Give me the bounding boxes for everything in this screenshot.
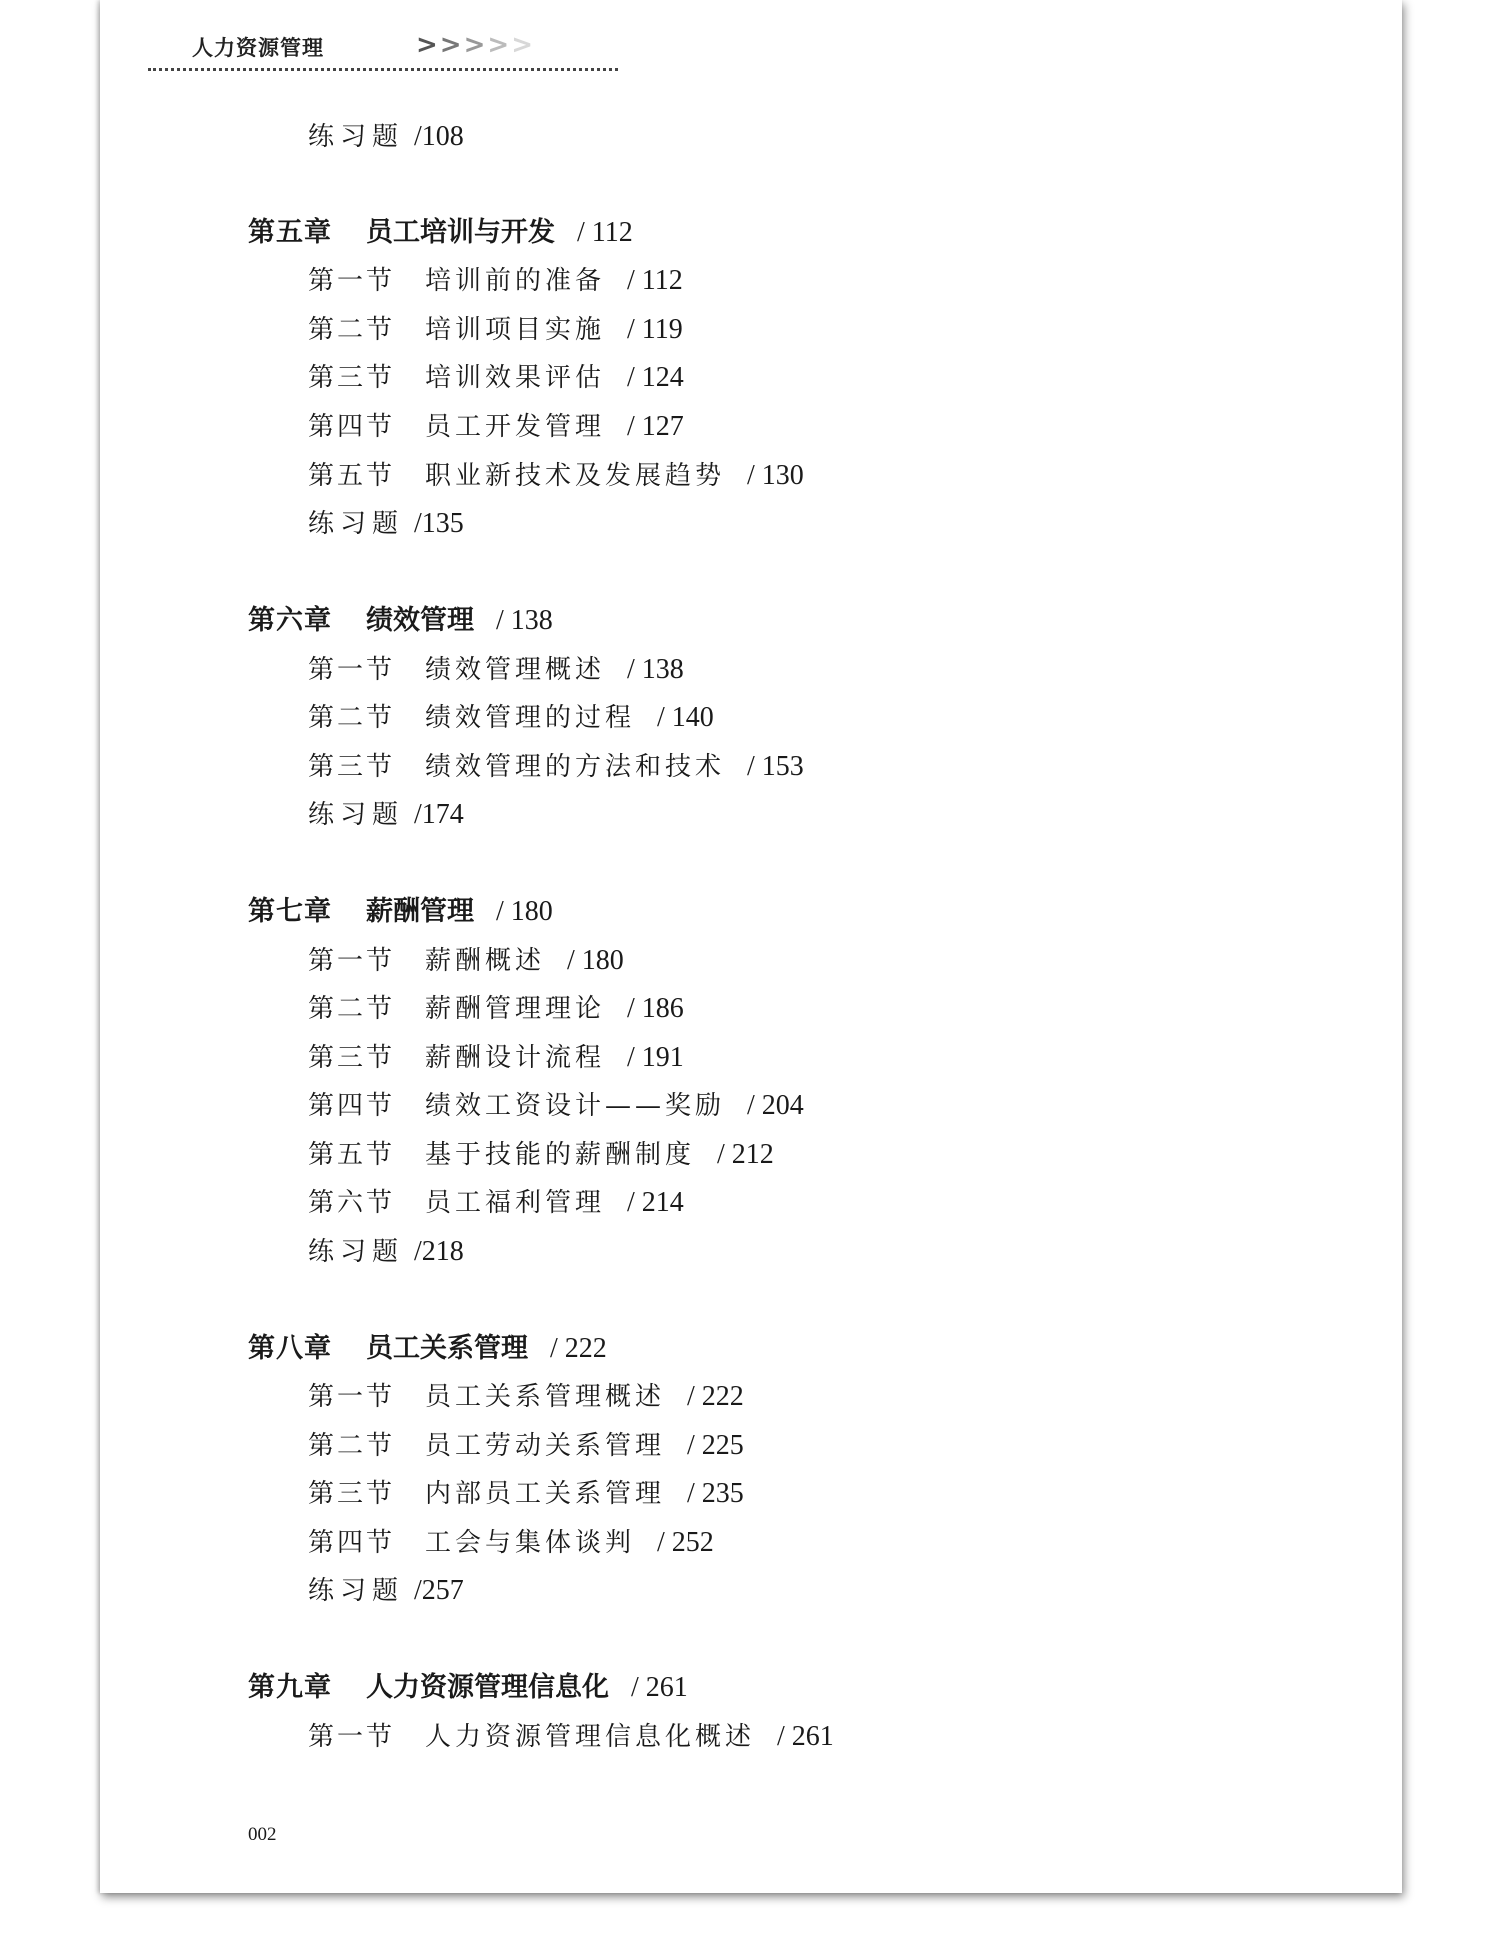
toc-section: 第三节 绩效管理的方法和技术 / 153 [308,751,804,782]
toc-section: 第三节 薪酬设计流程 / 191 [308,1042,684,1073]
toc-chapter: 第六章 绩效管理 / 138 [248,605,553,636]
toc-section: 第六节 员工福利管理 / 214 [308,1187,684,1218]
toc-section: 第二节 培训项目实施 / 119 [308,314,683,345]
toc-section: 第二节 绩效管理的过程 / 140 [308,702,714,733]
book-title: 人力资源管理 [192,36,324,60]
chevron-decoration-icon: >>>>> [416,30,535,60]
toc-chapter: 第九章 人力资源管理信息化 / 261 [248,1672,688,1703]
toc-section: 第二节 员工劳动关系管理 / 225 [308,1430,744,1461]
toc-section: 第一节 培训前的准备 / 112 [308,265,683,296]
toc-section: 第四节 绩效工资设计——奖励 / 204 [308,1090,804,1121]
toc-section: 第四节 工会与集体谈判 / 252 [308,1527,714,1558]
toc-exercise: 练习题 /135 [308,508,464,539]
toc-section: 第一节 薪酬概述 / 180 [308,945,624,976]
dotted-divider [148,68,618,71]
toc-section: 第五节 职业新技术及发展趋势 / 130 [308,460,804,491]
toc-chapter: 第八章 员工关系管理 / 222 [248,1333,607,1364]
page-number: 002 [248,1824,277,1845]
toc-exercise: 练习题 /174 [308,799,464,830]
toc-exercise: 练习题 /108 [308,121,464,152]
toc-chapter: 第七章 薪酬管理 / 180 [248,896,553,927]
running-header [148,28,618,78]
toc-section: 第三节 内部员工关系管理 / 235 [308,1478,744,1509]
toc-section: 第二节 薪酬管理理论 / 186 [308,993,684,1024]
book-page [100,0,1402,1893]
toc-section: 第三节 培训效果评估 / 124 [308,362,684,393]
toc-section: 第一节 员工关系管理概述 / 222 [308,1381,744,1412]
toc-exercise: 练习题 /257 [308,1575,464,1606]
toc-chapter: 第五章 员工培训与开发 / 112 [248,217,633,248]
toc-section: 第一节 绩效管理概述 / 138 [308,654,684,685]
toc-section: 第五节 基于技能的薪酬制度 / 212 [308,1139,774,1170]
toc-section: 第一节 人力资源管理信息化概述 / 261 [308,1721,834,1752]
toc-exercise: 练习题 /218 [308,1236,464,1267]
toc-section: 第四节 员工开发管理 / 127 [308,411,684,442]
